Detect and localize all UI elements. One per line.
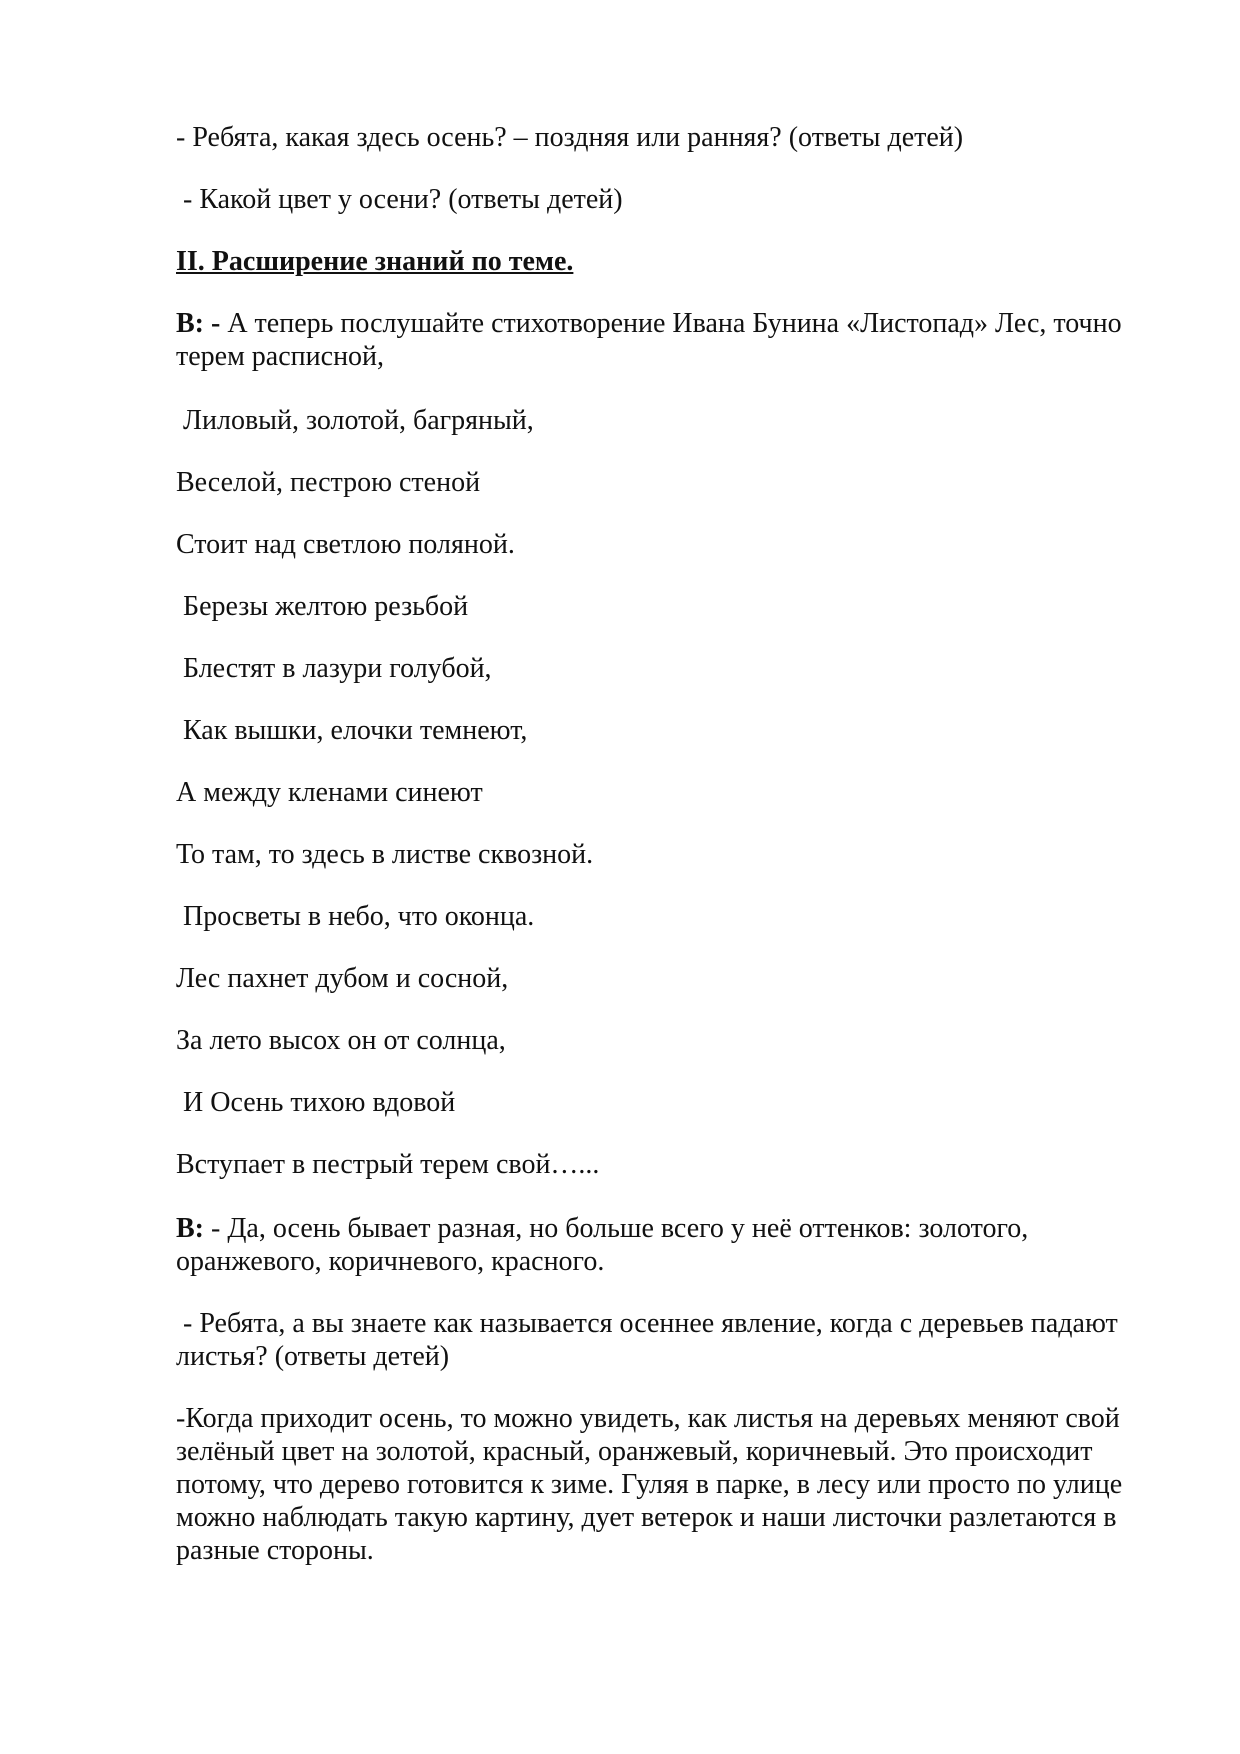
poem-line: А между кленами синеют bbox=[176, 777, 483, 808]
poem-line: То там, то здесь в листве сквозной. bbox=[176, 839, 594, 870]
poem-line: Блестят в лазури голубой, bbox=[176, 653, 492, 684]
closing-paragraph: -Когда приходит осень, то можно увидеть, как листья на деревьях меняют свой зелёный цвет на золотой, красный, оранжевый, коричневый. Это происходит потому, что дерево готовится к зиме. Гуляя в парке, в лесу или просто по улице можно наблюдать такую картину, дует ветерок и наши листочки разлетаются в разные стороны. bbox=[176, 1403, 1130, 1566]
poem-line: Вступает в пестрый терем свой…... bbox=[176, 1149, 600, 1180]
speaker-label: В: bbox=[176, 1213, 204, 1244]
poem-line: Стоит над светлою поляной. bbox=[176, 529, 515, 560]
question-autumn-color: - Какой цвет у осени? (ответы детей) bbox=[176, 184, 623, 215]
poem-line: Просветы в небо, что оконца. bbox=[176, 901, 535, 932]
poem-line: И Осень тихою вдовой bbox=[176, 1087, 456, 1118]
poem-line: За лето высох он от солнца, bbox=[176, 1025, 506, 1056]
poem-intro bbox=[176, 307, 1129, 373]
question-autumn-type: - Ребята, какая здесь осень? – поздняя или ранняя? (ответы детей) bbox=[176, 122, 964, 153]
poem-line: Как вышки, елочки темнеют, bbox=[176, 715, 528, 746]
question-leaf-fall: - Ребята, а вы знаете как называется осеннее явление, когда с деревьев падают листья? (ответы детей) bbox=[176, 1308, 1125, 1372]
poem-line: Лиловый, золотой, багряный, bbox=[176, 405, 534, 436]
poem-line: Лес пахнет дубом и сосной, bbox=[176, 963, 509, 994]
poem-line: Березы желтою резьбой bbox=[176, 591, 469, 622]
teacher-remark-text: - Да, осень бывает разная, но больше всего у неё оттенков: золотого, оранжевого, коричневого, красного. bbox=[176, 1213, 1036, 1277]
teacher-remark bbox=[176, 1212, 1126, 1278]
poem-intro-text: А теперь послушайте стихотворение Ивана Бунина «Листопад» Лес, точно терем расписной, bbox=[176, 308, 1129, 372]
section-heading: II. Расширение знаний по теме. bbox=[176, 246, 574, 277]
speaker-label: В: - bbox=[176, 308, 221, 339]
poem-line: Веселой, пестрою стеной bbox=[176, 467, 481, 498]
